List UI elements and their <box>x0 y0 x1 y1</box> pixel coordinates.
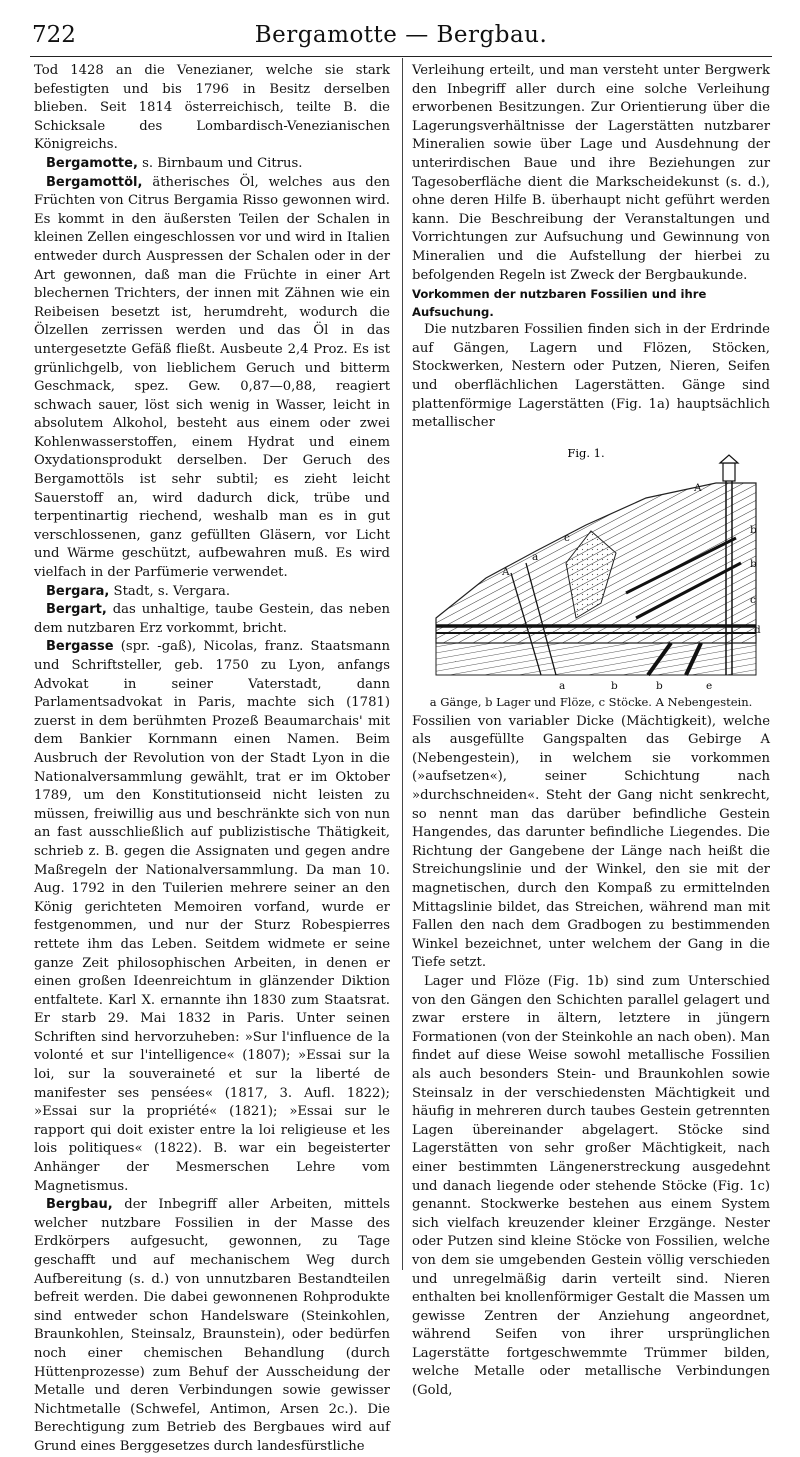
mine-cross-section-illustration <box>416 443 766 693</box>
figure-1 <box>412 443 770 711</box>
running-title: Bergamotte — Bergbau. <box>254 22 548 48</box>
paragraph: Verleihung erteilt, und man versteht unter Bergwerk den Inbegriff aller durch eine solche Verleihung erworbenen Besitzungen. Zur Orientierung über die Lagerungsverhältnisse der Lagerstätten nutzbarer Mineralien sowie über Lage und Ausdehnung der unterirdischen Baue und ihre Beziehungen zur Tagesoberfläche dient die Markscheidekunst (s. d.), ohne deren Hilfe B. überhaupt nicht geführt werden kann. Die Beschreibung der Veranstaltungen und Vorrichtungen zur Aufsuchung und Gewinnung von Mineralien und die Aufstellung der hierbei zu befolgenden Regeln ist Zweck der Bergbaukunde. <box>412 63 770 283</box>
figure-letter: b <box>750 523 757 536</box>
figure-letter: a <box>559 679 566 692</box>
figure-label: Fig. 1. <box>567 445 605 460</box>
entry-bergamotte: Bergamotte, s. Birnbaum und Citrus. <box>46 155 303 171</box>
paragraph: Lager und Flöze (Fig. 1b) sind zum Unterschied von den Gängen den Schichten parallel gelagert und zwar erstere in ältern, letztere in jüngern Formationen (von der Steinkohle an nach oben). Man findet auf diese Weise sowohl metallische Fossilien als auch besonders Stein- und Braunkohlen sowie Steinsalz in der verschiedensten Mächtigkeit und häufig in mehreren durch taubes Gestein getrennten Lagen übereinander abgelagert. Stöcke sind Lagerstätten von sehr großer Mächtigkeit, nach einer bestimmten Längenerstreckung ausgedehnt und danach liegende oder stehende Stöcke (Fig. 1c) genannt. Stockwerke bestehen aus einem System sich vielfach kreuzender kleiner Erzgänge. Nester oder Putzen sind kleine Stöcke von Fossilien, welche von dem sie umgebenden Gestein völlig verschieden und unregelmäßig darin verteilt sind. Nieren enthalten bei knollenförmiger Gestalt die Massen um gewisse Zentren der Anziehung angeordnet, während Seifen von ihrer ursprünglichen Lagerstätte fortgeschwemmte Trümmer bilden, welche Metalle oder metallische Verbindungen (Gold, <box>412 974 770 1399</box>
entry-bergasse: Bergasse (spr. -gaß), Nicolas, franz. Staatsmann und Schriftsteller, geb. 1750 zu Lyon, anfangs Advokat in seiner Vaterstadt, dann Parlamentsadvokat in Paris, machte sich (1781) zuerst in dem berühmten Prozeß Beaumarchais' mit dem Bankier Kornmann einen Namen. Beim Ausbruch der Revolution von der Stadt Lyon in die Nationalversammlung gewählt, trat er im Oktober 1789, um den Konstitutionseid nicht leisten zu müssen, freiwillig aus und beschränkte sich von nun an fast ausschließlich auf publizistische Thätigkeit, schrieb z. B. gegen die Assignaten und gegen andre Maßregeln der Nationalversammlung. Da man 10. Aug. 1792 in den Tuilerien mehrere seiner an den König gerichteten Memoiren vorfand, wurde er festgenommen, und nur der Sturz Robespierres rettete ihm das Leben. Seitdem widmete er seine ganze Zeit philosophischen Arbeiten, in denen er einen großen Ideenreichtum in glänzender Diktion entfaltete. Karl X. ernannte ihn 1830 zum Staatsrat. Er starb 29. Mai 1832 in Paris. Unter seinen Schriften sind hervorzuheben: »Sur l'influence de la volonté et sur l'intelligence« (1807); »Essai sur la loi, sur la souveraineté et sur la liberté de manifester ses pensées« (1817, 3. Aufl. 1822); »Essai sur la propriété« (1821); »Essai sur le rapport qui doit exister entre la loi religieuse et les lois politiques« (1822). B. war ein begeisterter Anhänger der Mesmerschen Lehre vom Magnetismus. <box>34 639 390 1194</box>
page-number: 722 <box>32 22 76 48</box>
figure-letter: a <box>532 550 539 563</box>
figure-letter: b <box>656 679 663 692</box>
headword: Bergara, <box>46 583 110 599</box>
headword: Bergasse <box>46 639 114 655</box>
headword: Bergart, <box>46 602 107 618</box>
figure-letter: A <box>694 481 702 494</box>
entry-bergara: Bergara, Stadt, s. Vergara. <box>46 583 231 599</box>
section-heading: Vorkommen der nutzbaren Fossilien und ihre Aufsuchung. <box>412 287 707 320</box>
paragraph: Die nutzbaren Fossilien finden sich in der Erdrinde auf Gängen, Lagern und Flözen, Stöcken, Stockwerken, Nestern oder Putzen, Nieren, Seifen und oberflächlichen Lagerstätten. Gänge sind plattenförmige Lagerstätten (Fig. 1a) hauptsächlich metallischer <box>412 322 770 431</box>
figure-letter: e <box>706 679 713 692</box>
column-divider <box>402 58 403 1270</box>
left-column <box>34 62 390 1457</box>
figure-letter: d <box>754 623 761 636</box>
figure-letter: b <box>750 557 757 570</box>
figure-letter: A <box>502 565 510 578</box>
entry-bergart: Bergart, das unhaltige, taube Gestein, das neben dem nutzbaren Erz vorkommt, bricht. <box>34 602 390 636</box>
running-header <box>30 10 772 54</box>
figure-letter: b <box>611 679 618 692</box>
header-rule <box>30 56 772 57</box>
right-column <box>412 62 770 1401</box>
entry-bergbau: Bergbau, der Inbegriff aller Arbeiten, mittels welcher nutzbare Fossilien in der Masse des Erdkörpers aufgesucht, gewonnen, zu Tage geschafft und auf mechanischem Weg durch Aufbereitung (s. d.) von unnutzbaren Bestandteilen befreit werden. Die dabei gewonnenen Rohprodukte sind entweder schon Handelsware (Steinkohlen, Braunkohlen, Steinsalz, Braunstein), oder bedürfen noch einer chemischen Behandlung (durch Hüttenprozesse) zum Behuf der Ausscheidung der Metalle und deren Verbindungen sowie gewisser Nichtmetalle (Schwefel, Antimon, Arsen 2c.). Die Berechtigung zum Betrieb des Bergbaues wird auf Grund eines Berggesetzes durch landesfürstliche <box>34 1197 390 1454</box>
entry-continuation: Tod 1428 an die Venezianer, welche sie stark befestigten und bis 1796 in Besitz derselben blieben. Seit 1814 österreichisch, teilte B. die Schicksale des Lombardisch-Venezianischen Königreichs. <box>34 63 390 153</box>
paragraph: Fossilien von variabler Dicke (Mächtigkeit), welche als ausgefüllte Gangspalten das Gebirge A (Nebengestein), in welchem sie vorkommen (»aufsetzen«), seiner Schichtung nach »durchschneiden«. Steht der Gang nicht senkrecht, so nennt man das darüber befindliche Gestein Hangendes, das darunter befindliche Liegendes. Die Richtung der Gangebene der Länge nach heißt die Streichungslinie und der Winkel, den sie mit der magnetischen, durch den Kompaß zu ermittelnden Mittagslinie bildet, das Streichen, während man mit Fallen den nach dem Gradbogen zu bestimmenden Winkel bezeichnet, unter welchem der Gang in die Tiefe setzt. <box>412 713 770 971</box>
headword: Bergamottöl, <box>46 174 143 190</box>
figure-letter: c <box>564 531 570 544</box>
figure-letter: c <box>750 593 756 606</box>
entry-bergamottoel: Bergamottöl, ätherisches Öl, welches aus den Früchten von Citrus Bergamia Risso gewonnen wird. Es kommt in den äußersten Teilen der Schalen in kleinen Zellen eingeschlossen vor und wird in Italien entweder durch Auspressen der Schalen oder in der Art gewonnen, daß man die Früchte in einer Art blechernen Trichters, der innen mit Zähnen wie ein Reibeisen besetzt ist, herumdreht, wodurch die Ölzellen zerrissen werden und das Öl in das untergesetzte Gefäß fließt. Ausbeute 2,4 Proz. Es ist grünlichgelb, von lieblichem Geruch und bitterm Geschmack, spez. Gew. 0,87—0,88, reagiert schwach sauer, löst sich wenig in Wasser, leicht in absolutem Alkohol, besteht aus einem oder zwei Kohlenwasserstoffen, einem Hydrat und einem Oxydationsprodukt derselben. Der Geruch des Bergamottöls ist sehr subtil; es zieht leicht Sauerstoff an, wird dadurch dick, trübe und terpentinartig riechend, weshalb man es in gut verschlossenen, ganz gefüllten Gläsern, vor Licht und Wärme geschützt, aufbewahren muß. Es wird vielfach in der Parfümerie verwendet. <box>34 174 390 581</box>
figure-caption: a Gänge, b Lager und Flöze, c Stöcke. A Nebengestein. <box>429 694 753 709</box>
headword: Bergbau, <box>46 1197 113 1213</box>
headword: Bergamotte, <box>46 155 138 171</box>
